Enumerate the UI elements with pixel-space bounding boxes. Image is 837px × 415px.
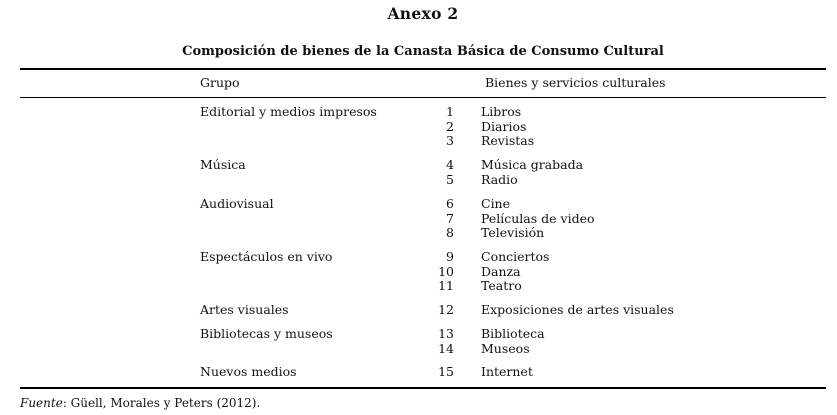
item-number: 11 (438, 278, 454, 294)
column-header-goods: Bienes y servicios culturales (485, 75, 666, 90)
item-label: Conciertos (481, 249, 550, 264)
item-label: Libros (481, 104, 522, 119)
item-row (0, 105, 837, 120)
source-label: Fuente (20, 396, 63, 410)
item-number: 12 (438, 302, 454, 317)
item-row (0, 134, 837, 149)
item-label: Televisión (481, 225, 545, 241)
item-number: 6 (446, 196, 454, 211)
item-label: Diarios (481, 118, 527, 134)
source-text: : Güell, Morales y Peters (2012). (62, 396, 261, 410)
source-note (20, 396, 260, 410)
group-name: Bibliotecas y museos (200, 326, 333, 341)
group-name: Música (200, 157, 246, 172)
item-row (0, 265, 837, 280)
group-items (0, 327, 837, 356)
column-header-group: Grupo (200, 75, 240, 90)
group-name: Espectáculos en vivo (200, 249, 333, 264)
annex-title: Anexo 2 (387, 4, 459, 23)
item-number: 13 (438, 326, 454, 341)
group-items (0, 250, 837, 294)
item-number: 7 (446, 210, 454, 226)
item-number: 3 (446, 133, 454, 149)
item-row (0, 173, 837, 188)
bottom-rule (20, 387, 826, 389)
header-rule (20, 97, 826, 98)
item-row (0, 212, 837, 227)
item-label: Danza (481, 263, 521, 279)
item-row (0, 158, 837, 173)
group-name: Nuevos medios (200, 364, 297, 379)
item-number: 10 (438, 263, 454, 279)
table-title: Composición de bienes de la Canasta Básica de Consumo Cultural (182, 44, 664, 59)
item-number: 9 (446, 249, 454, 264)
item-label: Radio (481, 171, 518, 187)
item-row (0, 250, 837, 265)
item-label: Películas de video (481, 210, 595, 226)
group-items (0, 365, 837, 380)
group-name: Audiovisual (200, 196, 274, 211)
item-label: Música grabada (481, 157, 584, 172)
item-label: Biblioteca (481, 326, 545, 341)
top-rule (20, 68, 826, 70)
item-label: Cine (481, 196, 511, 211)
group-items (0, 158, 837, 187)
item-row (0, 279, 837, 294)
item-number: 14 (438, 340, 454, 356)
group-items (0, 105, 837, 149)
item-label: Museos (481, 340, 530, 356)
item-row (0, 303, 837, 318)
item-number: 1 (446, 104, 454, 119)
item-label: Teatro (481, 278, 522, 294)
item-label: Internet (481, 364, 533, 379)
group-items (0, 197, 837, 241)
item-label: Revistas (481, 133, 535, 149)
item-row (0, 365, 837, 380)
item-row (0, 120, 837, 135)
item-number: 4 (446, 157, 454, 172)
item-number: 5 (446, 171, 454, 187)
item-row (0, 342, 837, 357)
group-name: Editorial y medios impresos (200, 104, 377, 119)
group-items (0, 303, 837, 318)
group-name: Artes visuales (200, 302, 289, 317)
item-row (0, 226, 837, 241)
item-row (0, 327, 837, 342)
item-number: 8 (446, 225, 454, 241)
item-number: 2 (446, 118, 454, 134)
item-row (0, 197, 837, 212)
item-number: 15 (438, 364, 454, 379)
item-label: Exposiciones de artes visuales (481, 302, 674, 317)
